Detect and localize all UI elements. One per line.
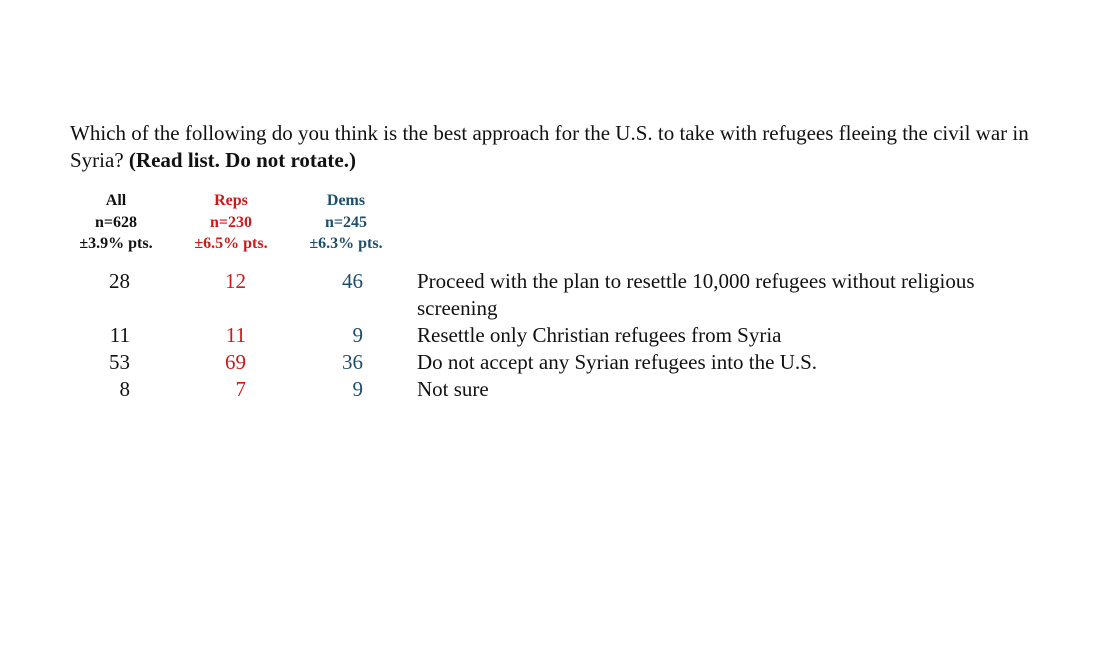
response-label: Do not accept any Syrian refugees into the U.S. <box>417 350 818 374</box>
value-all: 11 <box>109 323 130 347</box>
value-all: 28 <box>109 269 130 293</box>
column-margin-of-error: ±6.3% pts. <box>309 235 383 252</box>
value-all: 53 <box>109 350 130 374</box>
column-sample-size: n=245 <box>324 213 367 231</box>
question-instruction: (Read list. Do not rotate.) <box>128 148 356 172</box>
column-sample-size: n=230 <box>209 213 252 231</box>
response-label: Not sure <box>417 377 489 401</box>
value-reps: 12 <box>225 269 246 293</box>
column-header-all <box>66 190 166 255</box>
value-dems: 9 <box>352 323 363 347</box>
column-name: Dems <box>326 192 366 209</box>
question-body: Which of the following do you think is the best approach for the U.S. to take with refugees fleeing the civil war in Syria? <box>70 121 1029 172</box>
column-sample-size: n=628 <box>94 213 137 231</box>
response-label: Proceed with the plan to resettle 10,000 refugees without religious screening <box>417 269 975 320</box>
column-name: All <box>105 192 127 209</box>
column-name: Reps <box>214 192 248 209</box>
value-dems: 46 <box>342 269 363 293</box>
response-label: Resettle only Christian refugees from Syria <box>417 323 782 347</box>
value-dems: 9 <box>352 377 363 401</box>
value-reps: 7 <box>235 377 246 401</box>
column-header-dems <box>296 190 396 255</box>
column-header-reps <box>181 190 281 255</box>
column-margin-of-error: ±6.5% pts. <box>194 235 268 252</box>
value-reps: 11 <box>225 323 246 347</box>
value-all: 8 <box>119 377 130 401</box>
value-dems: 36 <box>342 350 363 374</box>
value-reps: 69 <box>225 350 246 374</box>
question-text <box>70 120 1080 174</box>
column-margin-of-error: ±3.9% pts. <box>79 235 153 252</box>
